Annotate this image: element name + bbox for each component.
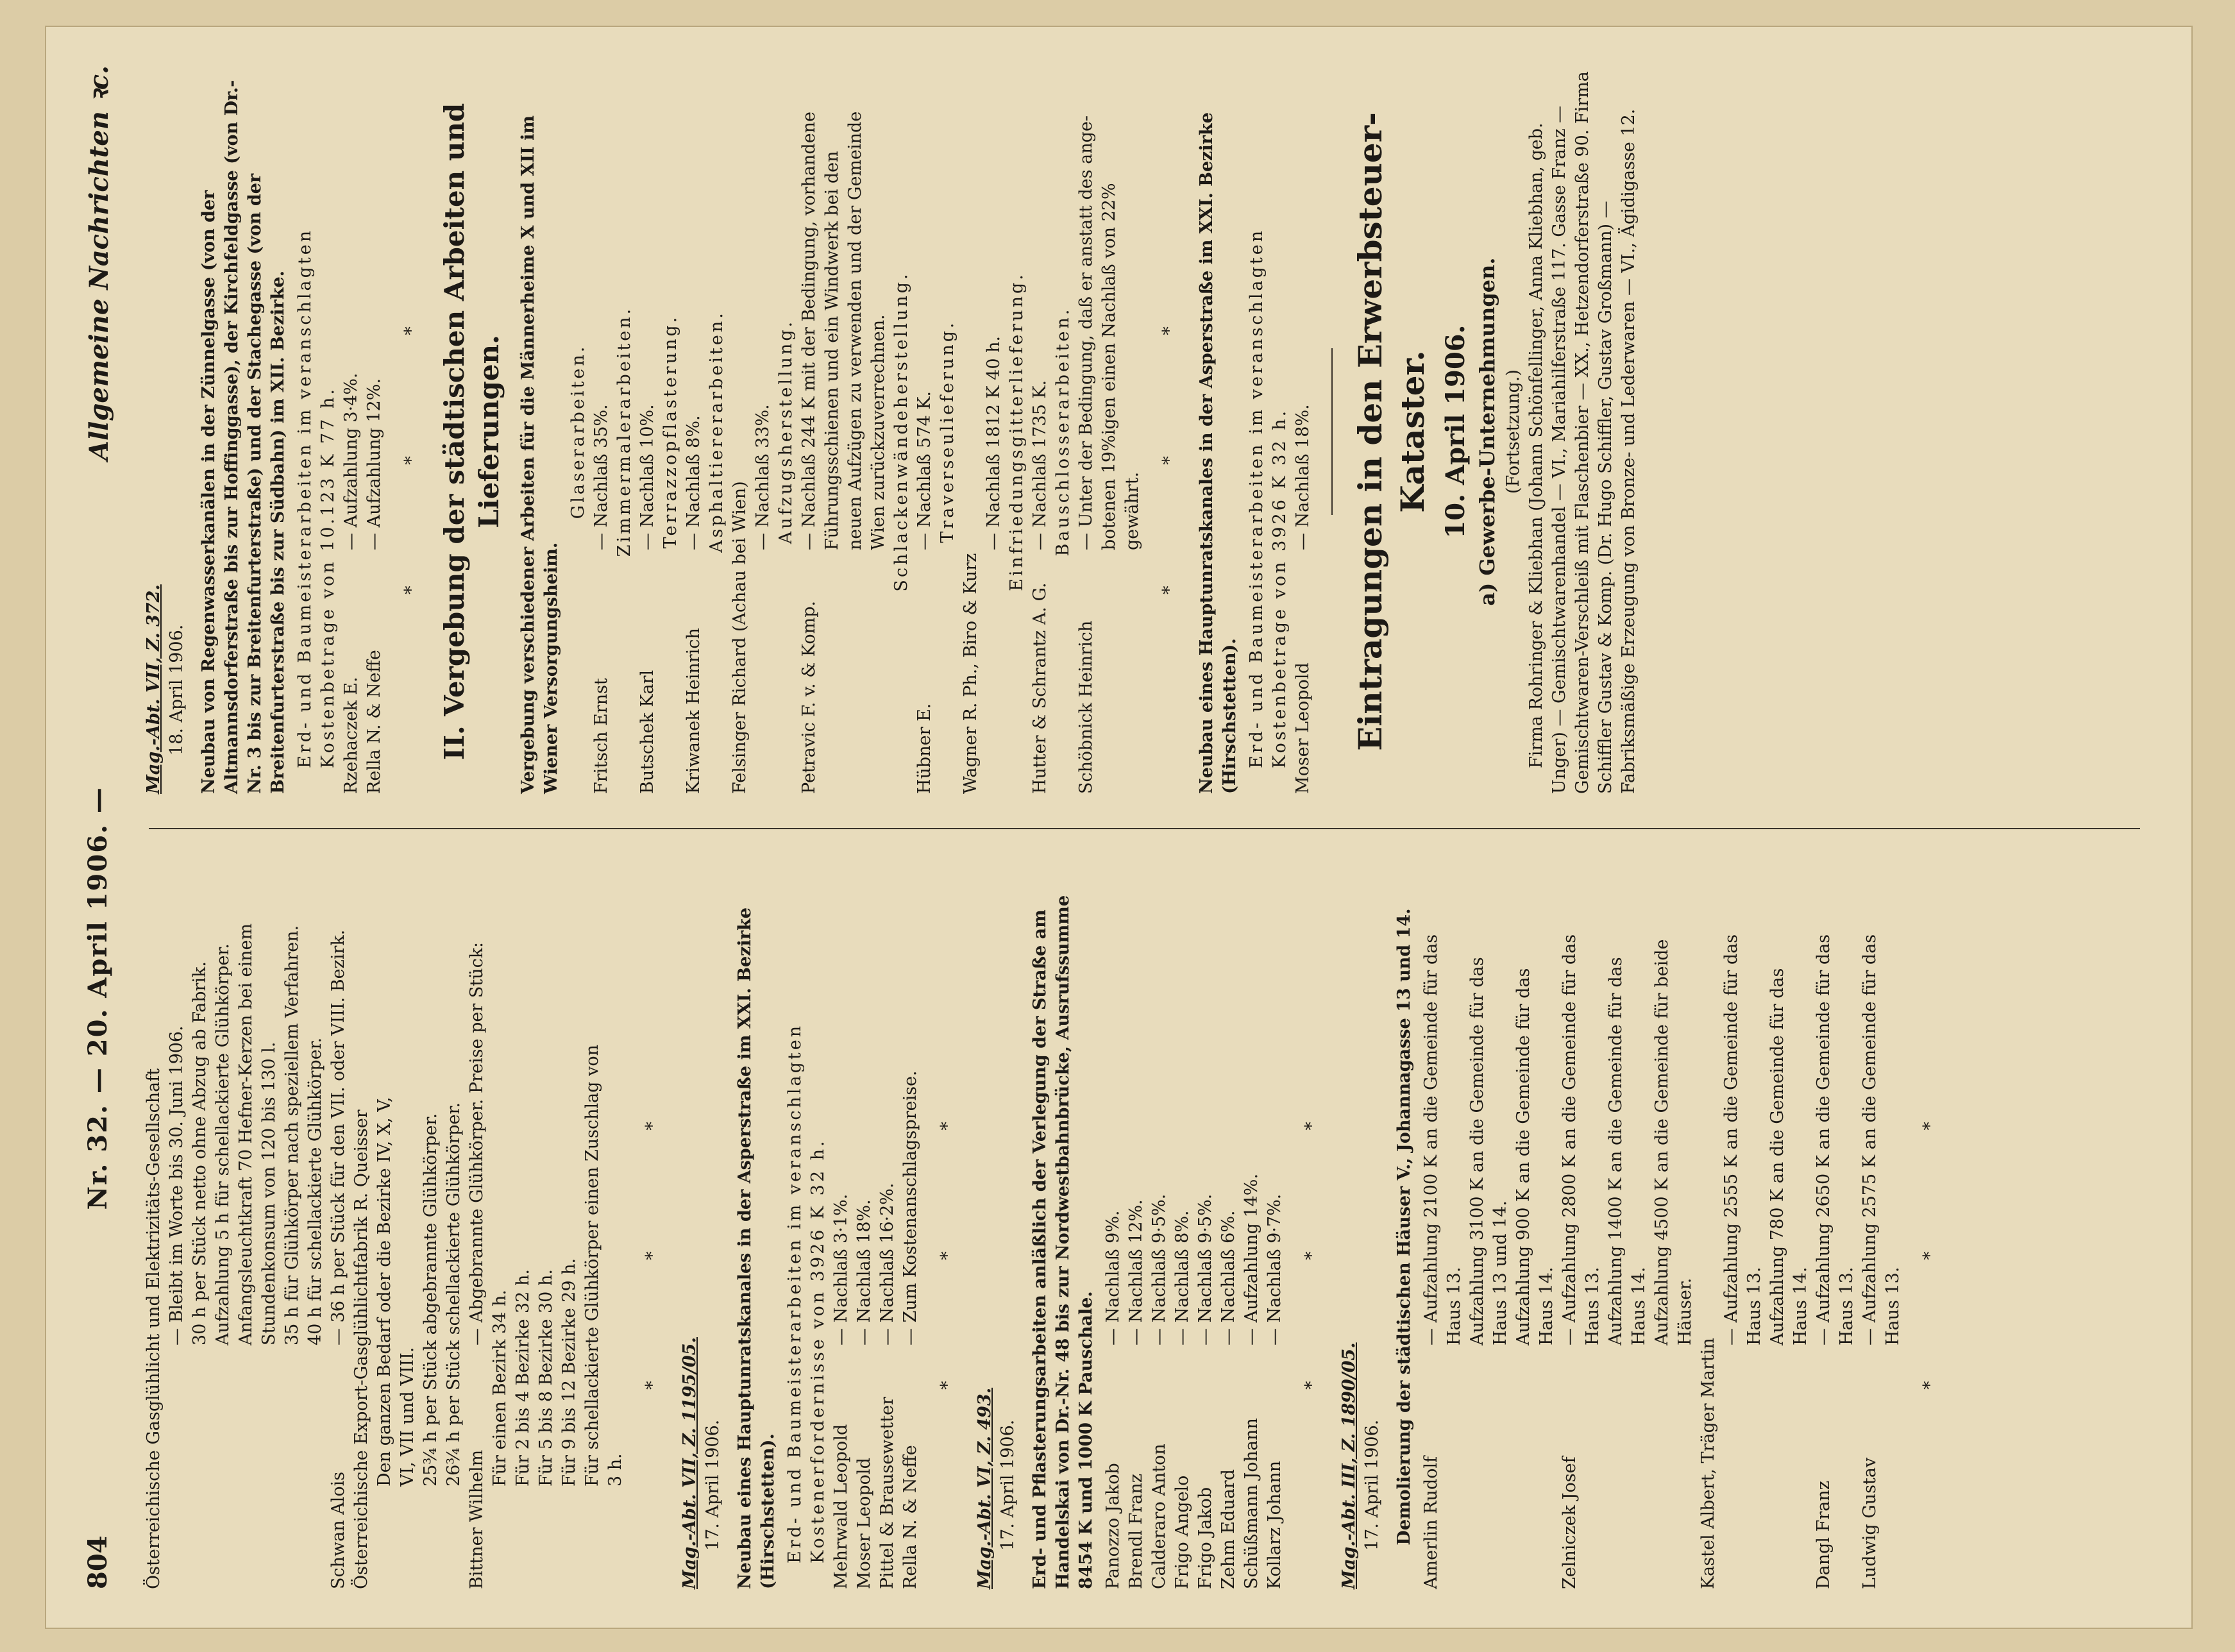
- bid-value: Haus 13 und 14.: [1490, 1201, 1510, 1345]
- bid-value: Häuser.: [1675, 1277, 1695, 1345]
- bid-row: [165, 864, 189, 1589]
- page-number: 804: [82, 1535, 113, 1589]
- bidder-name: Butschek Karl: [637, 670, 657, 794]
- bid-value: — Aufzahlung 2650 K an die Gemeinde für das: [1814, 934, 1834, 1345]
- bid-value: — Nachlaß 10%.: [637, 404, 657, 550]
- trade-heading: Zimmermalerarbeiten.: [614, 306, 634, 557]
- bidder-name: [212, 1345, 235, 1589]
- issue-line: Nr. 32. — 20. April 1906. —: [82, 786, 113, 1210]
- bid-value: Aufzahlung 3100 K an die Gemeinde für das: [1467, 957, 1487, 1345]
- contract-title: Erd- und Pflasterungsarbeiten anläßlich der Verlegung der Straße am Handelskai von Dr.-Nr. 48 bis zur Nordwestbahnbrücke, Ausrufssumme 8454 K und 1000 K Pauschale.: [1030, 895, 1096, 1589]
- bid-row: [682, 69, 705, 794]
- bid-row: [1697, 864, 1720, 1589]
- bid-value: — Nachlaß 18%.: [1293, 404, 1313, 550]
- running-title: Allgemeine Nachrichten ꝛc.: [83, 65, 114, 461]
- section-title: Eintragungen in den Erwerbsteuer-Kataster.: [1351, 112, 1431, 751]
- bid-value: 40 h für schellackierte Glühkörper.: [305, 1037, 325, 1345]
- bidder-name: Pittel & Brausewetter: [877, 1396, 897, 1589]
- bid-row: [1466, 864, 1489, 1589]
- bid-row: [1443, 864, 1466, 1589]
- bid-row: [1535, 864, 1558, 1589]
- bidder-name: Panozzo Jakob: [1103, 1463, 1123, 1589]
- bid-value: — Nachlaß 574 K.: [915, 391, 934, 550]
- work-heading: Erd- und Baumeisterarbeiten im veranschlagten Kostenbetrage von 10.123 K 77 h.: [295, 228, 338, 768]
- entry-date: 18. April 1906.: [167, 624, 187, 755]
- bid-value: — Bleibt im Worte bis 30. Juni 1906.: [167, 1025, 187, 1345]
- text-line: 25¾ h per Stück abgebrannte Glühkörper.: [421, 1113, 441, 1487]
- bidder-name: Hübner E.: [915, 703, 934, 794]
- bid-row: [189, 864, 212, 1589]
- bidder-name: Schwan Alois: [328, 1471, 348, 1589]
- price-line: Für 5 bis 8 Bezirke 30 h.: [536, 1269, 556, 1487]
- trades-list: [567, 69, 1144, 794]
- text-line: VI, VII und VIII.: [398, 1347, 417, 1487]
- bidder-name: [1098, 550, 1121, 794]
- bid-value: — Nachlaß 9·5%.: [1149, 1193, 1169, 1345]
- bid-row: [1121, 69, 1144, 794]
- bid-value: Aufzahlung 5 h für schellackierte Glühkörper.: [213, 943, 233, 1345]
- bid-value: Führungsschienen und ein Windwerk bei den: [822, 151, 842, 550]
- bid-row: [1605, 864, 1628, 1589]
- subsection-title: a) Gewerbe-Unternehmungen.: [1475, 257, 1499, 606]
- bids-table: [340, 69, 386, 794]
- bid-value: — Aufzahlung 3·4%.: [341, 373, 361, 550]
- bidder-offer: — 36 h per Stück für den VII. oder VIII. Bezirk.: [328, 929, 348, 1345]
- bidder-name: [1651, 1345, 1674, 1589]
- bid-value: — Aufzahlung 2100 K an die Gemeinde für das: [1421, 934, 1441, 1345]
- bid-row: [913, 69, 936, 794]
- bidder-name: [983, 550, 1006, 794]
- bid-value: Aufzahlung 4500 K an die Gemeinde für beide: [1652, 939, 1672, 1345]
- bidder-name: [1882, 1345, 1905, 1589]
- bid-row: [1743, 864, 1766, 1589]
- separator-stars: * * *: [1302, 1064, 1322, 1390]
- separator-stars: * * *: [401, 269, 421, 594]
- bidder-name: Wagner R. Ph., Biro & Kurz: [961, 553, 981, 794]
- bids-table: [1292, 69, 1315, 794]
- bid-value: Stundenkonsum von 120 bis 130 l.: [259, 1041, 279, 1345]
- bid-row: [1125, 864, 1148, 1589]
- divider-rule: [1331, 348, 1333, 515]
- bid-value: Haus 13.: [1444, 1267, 1464, 1345]
- bid-value: Anfangsleuchtkraft 70 Hefner-Kerzen bei einem: [236, 923, 256, 1345]
- bid-value: — Zum Kostenanschlagspreise.: [900, 1070, 920, 1345]
- bids-table: [1420, 864, 1905, 1589]
- bid-value: Wien zurückzuverrechnen.: [868, 314, 888, 550]
- bid-row: [1882, 864, 1905, 1589]
- bidder-name: Zehm Eduard: [1219, 1469, 1238, 1589]
- bid-value: 35 h für Glühkörper nach speziellem Verfahren.: [282, 925, 302, 1345]
- bidder-name: [1605, 1345, 1628, 1589]
- separator-stars: * * *: [1920, 1064, 1940, 1390]
- bidder-name: [1535, 1345, 1558, 1589]
- bidder-name: Amerlin Rudolf: [1421, 1456, 1441, 1589]
- bid-value: — Aufzahlung 14%.: [1242, 1173, 1261, 1345]
- bidder-name: [821, 550, 844, 794]
- bid-row: [1217, 864, 1240, 1589]
- separator-stars: * * *: [938, 1064, 957, 1390]
- bidder-name: Frigo Jakob: [1195, 1487, 1215, 1589]
- column-divider: [149, 828, 2140, 829]
- trade-heading: Asphaltiererarbeiten.: [707, 310, 727, 553]
- trade-heading: Einfriedungsgitterlieferung.: [1007, 272, 1027, 591]
- trade-heading: Aufzugsherstellung.: [776, 319, 796, 544]
- bid-row: [1263, 864, 1286, 1589]
- bid-row: [798, 69, 821, 794]
- bid-row: [1098, 69, 1121, 794]
- work-heading: Erd- und Baumeisterarbeiten im veranschlagten Kostenerfordernisse von 3926 K 32 h.: [785, 1023, 828, 1564]
- bid-value: Haus 14.: [1629, 1267, 1649, 1345]
- bidder-name: Kollarz Johann: [1265, 1460, 1285, 1589]
- bid-row: [1420, 864, 1443, 1589]
- bidder-name: [844, 550, 867, 794]
- oesterreich-entry: [142, 864, 327, 1589]
- bid-row: [1171, 864, 1194, 1589]
- bidder-name: [304, 1345, 327, 1589]
- bid-value: botenen 19%igen einen Nachlaß von 22%: [1099, 183, 1119, 550]
- bid-value: gewährt.: [1122, 471, 1142, 550]
- bid-value: — Nachlaß 1735 K.: [1030, 380, 1050, 550]
- bidder-name: [258, 1345, 281, 1589]
- reference-number: Mag.-Abt. III, Z. 1890/05.: [1339, 1342, 1359, 1589]
- bid-row: [281, 864, 304, 1589]
- bid-row: [340, 69, 363, 794]
- bid-value: Haus 13.: [1837, 1267, 1857, 1345]
- bidder-name: Ludwig Gustav: [1860, 1457, 1880, 1589]
- bidder-name: Kriwanek Heinrich: [684, 628, 704, 794]
- bidder-name: Calderaro Anton: [1149, 1444, 1169, 1589]
- price-line: 3 h.: [605, 1453, 625, 1487]
- bid-value: — Nachlaß 35%.: [591, 404, 611, 550]
- bid-value: — Aufzahlung 2575 K an die Gemeinde für das: [1860, 934, 1880, 1345]
- bid-value: — Nachlaß 16·2%.: [877, 1183, 897, 1345]
- bid-row: [1766, 864, 1789, 1589]
- bid-row: [1102, 864, 1125, 1589]
- bid-value: Haus 13.: [1883, 1267, 1903, 1345]
- bittner-price-list: [489, 864, 627, 1589]
- bid-value: 30 h per Stück netto ohne Abzug ab Fabrik.: [190, 961, 210, 1345]
- bidder-name: Moser Leopold: [1293, 662, 1313, 794]
- separator-stars: * * *: [643, 1064, 662, 1390]
- bidder-name: Rzehaczek E.: [341, 677, 361, 794]
- price-line: Für schellackierte Glühkörper einen Zuschlag von: [582, 1045, 602, 1487]
- bid-value: — Unter der Bedingung, daß er anstatt des ange-: [1076, 115, 1096, 550]
- bid-value: Haus 13.: [1583, 1267, 1603, 1345]
- bid-row: [1029, 69, 1052, 794]
- contract-title: Neubau eines Hauptunratskanales in der Asperstraße im XXI. Bezirke (Hirschstetten).: [735, 907, 778, 1589]
- bidder-name: [165, 1345, 189, 1589]
- bidder-name: [867, 550, 890, 794]
- bid-row: [1651, 864, 1674, 1589]
- bidder-name: [1489, 1345, 1512, 1589]
- bidder-name: Moser Leopold: [854, 1458, 874, 1589]
- trade-heading: Bauschlosserarbeiten.: [1053, 307, 1073, 557]
- bid-value: — Nachlaß 9·7%.: [1265, 1193, 1285, 1345]
- separator-stars: * * *: [1160, 269, 1179, 594]
- bid-value: Aufzahlung 1400 K an die Gemeinde für das: [1606, 957, 1626, 1345]
- section-date: 10. April 1906.: [1440, 324, 1471, 539]
- bid-row: [853, 864, 876, 1589]
- text-line: 26¾ h per Stück schellackierte Glühkörper.: [444, 1102, 464, 1487]
- bid-value: Haus 14.: [1791, 1267, 1810, 1345]
- scanned-page: [45, 26, 2193, 1629]
- bid-value: Aufzahlung 900 K an die Gemeinde für das: [1514, 968, 1533, 1345]
- trade-heading: Glaserarbeiten.: [568, 344, 588, 519]
- bid-row: [1240, 864, 1263, 1589]
- bid-row: [636, 69, 659, 794]
- bid-row: [844, 69, 867, 794]
- column-left: [142, 864, 2153, 1589]
- bidder-name: [1121, 550, 1144, 794]
- bid-row: [304, 864, 327, 1589]
- text-line: Österreichische Export-Gasglühlichtfabrik R. Queisser: [351, 1109, 371, 1589]
- bids-table: [1102, 864, 1286, 1589]
- bid-value: neuen Aufzügen zu verwenden und der Gemeinde: [845, 111, 865, 550]
- bid-row: [821, 69, 844, 794]
- column-right: [142, 69, 2153, 794]
- page-header: [72, 65, 123, 1589]
- bidder-name: Frigo Angelo: [1172, 1475, 1192, 1589]
- bid-row: [258, 864, 281, 1589]
- bidder-name: [1466, 1345, 1489, 1589]
- bid-value: [959, 69, 983, 550]
- bidder-offer: — Abgebrannte Glühkörper. Preise per Stück:: [467, 941, 487, 1345]
- bid-row: [590, 69, 613, 794]
- bidder-name: [752, 550, 775, 794]
- bid-row: [142, 864, 165, 1589]
- bid-row: [1512, 864, 1535, 1589]
- bid-row: [1194, 864, 1217, 1589]
- bid-value: — Nachlaß 9·5%.: [1195, 1193, 1215, 1345]
- trade-heading: Traverseulieferung.: [938, 320, 957, 543]
- trade-heading: Schlackenwändeherstellung.: [891, 271, 911, 592]
- bidder-name: Hutter & Schrantz A. G.: [1030, 582, 1050, 794]
- price-line: Für einen Bezirk 34 h.: [490, 1289, 510, 1487]
- bid-value: — Aufzahlung 12%.: [364, 378, 384, 550]
- reference-number: Mag.-Abt. VII, Z. 1195/05.: [680, 1337, 700, 1589]
- bidder-name: Schöbnick Heinrich: [1076, 620, 1096, 794]
- bid-value: [1697, 864, 1720, 1345]
- bid-row: [1489, 864, 1512, 1589]
- bidder-name: Schüßmann Johann: [1242, 1418, 1261, 1589]
- bidder-name: [235, 1345, 258, 1589]
- bid-row: [983, 69, 1006, 794]
- bid-row: [1581, 864, 1605, 1589]
- bittner-entry: [466, 864, 627, 1589]
- bid-row: [729, 69, 752, 794]
- bidder-name: [1443, 1345, 1466, 1589]
- bidder-name: Fritsch Ernst: [591, 678, 611, 794]
- bidder-name: [1674, 1345, 1697, 1589]
- bidder-name: Petravic F. v. & Komp.: [799, 600, 819, 794]
- bid-value: — Nachlaß 18%.: [854, 1199, 874, 1345]
- bid-value: — Nachlaß 8%.: [1172, 1210, 1192, 1345]
- bidder-name: [1789, 1345, 1812, 1589]
- price-line: Für 2 bis 4 Bezirke 32 h.: [513, 1269, 533, 1487]
- bid-value: [142, 864, 165, 1345]
- bid-value: — Nachlaß 12%.: [1126, 1199, 1146, 1345]
- bid-row: [1789, 864, 1812, 1589]
- bid-value: — Nachlaß 8%.: [684, 415, 704, 550]
- entry-date: 17. April 1906.: [998, 1419, 1018, 1551]
- bid-row: [1720, 864, 1743, 1589]
- bidder-name: Österreichische Gasglühlicht und Elektrizitäts-Gesellschaft: [144, 1068, 164, 1589]
- entry-date: 17. April 1906.: [703, 1419, 723, 1551]
- schwan-entry: [327, 864, 350, 1589]
- continued-note: (Fortsetzung.): [1503, 369, 1523, 494]
- bidder-name: Dangl Franz: [1814, 1481, 1834, 1589]
- reference-number: Mag.-Abt. VII, Z. 372.: [144, 584, 164, 794]
- work-heading: Erd- und Baumeisterarbeiten im veranschlagten Kostenbetrage von 3926 K 32 h.: [1247, 228, 1290, 768]
- bid-row: [1558, 864, 1581, 1589]
- entry-date: 17. April 1906.: [1362, 1419, 1382, 1551]
- bidder-name: Rella N. & Neffe: [364, 650, 384, 794]
- bidder-name: [1835, 1345, 1859, 1589]
- bidder-name: [1743, 1345, 1766, 1589]
- bid-row: [867, 69, 890, 794]
- section-heading: II. Vergebung der städtischen Arbeiten und Lieferungen.: [439, 103, 505, 761]
- bid-row: [752, 69, 775, 794]
- reference-number: Mag.-Abt. VI, Z. 493.: [975, 1387, 995, 1589]
- firm-entries: Firma Rohringer & Kliebhan (Johann Schönfellinger, Anna Kliebhan, geb. Unger) — Gemischtwarenhandel — VI., Mariahilferstraße 117. Gasse Franz — Gemischtwaren-Verschleiß mit Flaschenbier — XX., Hetzendorferstraße 90. Firma Schiffler Gustav & Komp. (Dr. Hugo Schiffler, Gustav Großmann) — Fabriksmäßige Erzeugung von Bronze- und Lederwaren — VI., Ägidigasse 12.: [1526, 71, 1639, 794]
- bidder-name: Brendl Franz: [1126, 1474, 1146, 1589]
- bid-value: [729, 69, 752, 550]
- bid-row: [876, 864, 899, 1589]
- bid-value: Haus 14.: [1537, 1267, 1556, 1345]
- bidder-name: [1512, 1345, 1535, 1589]
- bids-table: [830, 864, 922, 1589]
- bid-value: — Nachlaß 1812 K 40 h.: [984, 335, 1004, 550]
- bidder-name: [1628, 1345, 1651, 1589]
- text-line: Den ganzen Bedarf oder die Bezirke IV, X, V,: [375, 1097, 394, 1487]
- bidder-name: [189, 1345, 212, 1589]
- bid-value: — Aufzahlung 2800 K an die Gemeinde für das: [1560, 934, 1580, 1345]
- export-gas-entry: [350, 864, 466, 1589]
- bidder-name: [1766, 1345, 1789, 1589]
- bidder-name: Bittner Wilhelm: [467, 1449, 487, 1589]
- bid-row: [1674, 864, 1697, 1589]
- bid-row: [1835, 864, 1859, 1589]
- bid-value: — Nachlaß 33%.: [753, 404, 773, 550]
- bid-value: — Nachlaß 6%.: [1219, 1210, 1238, 1345]
- price-line: Für 9 bis 12 Bezirke 29 h.: [559, 1258, 579, 1487]
- bid-row: [1292, 69, 1315, 794]
- bid-row: [830, 864, 853, 1589]
- bid-row: [1859, 864, 1882, 1589]
- bid-value: Aufzahlung 780 K an die Gemeinde für das: [1767, 968, 1787, 1345]
- bid-row: [212, 864, 235, 1589]
- bid-row: [1812, 864, 1835, 1589]
- bidder-name: Felsinger Richard (Achau bei Wien): [730, 481, 750, 794]
- bidder-name: Mehrwald Leopold: [831, 1424, 851, 1589]
- trade-heading: Terrazzopflasterung.: [661, 314, 680, 549]
- bid-row: [899, 864, 922, 1589]
- bid-value: — Nachlaß 9%.: [1103, 1210, 1123, 1345]
- contract-title: Demolierung der städtischen Häuser V., Johannagasse 13 und 14.: [1394, 908, 1414, 1546]
- bid-row: [363, 69, 386, 794]
- bid-value: — Nachlaß 3·1%.: [831, 1193, 851, 1345]
- bid-value: Haus 13.: [1744, 1267, 1764, 1345]
- bid-row: [959, 69, 983, 794]
- bid-value: — Aufzahlung 2555 K an die Gemeinde für das: [1721, 934, 1741, 1345]
- contract-title: Vergebung verschiedener Arbeiten für die Männerheime X und XII im Wiener Versorgungsheim.: [518, 115, 561, 794]
- bidder-name: Kastel Albert, Träger Martin: [1698, 1338, 1718, 1589]
- contract-title: Neubau eines Hauptunratskanales in der Asperstraße im XXI. Bezirke (Hirschstetten).: [1197, 112, 1240, 794]
- rotated-sheet: [46, 27, 2191, 1628]
- bidder-name: Zelniczek Josef: [1560, 1456, 1580, 1589]
- bid-row: [1628, 864, 1651, 1589]
- bidder-name: Rella N. & Neffe: [900, 1445, 920, 1589]
- bid-row: [235, 864, 258, 1589]
- bid-row: [1148, 864, 1171, 1589]
- bid-value: — Nachlaß 244 K mit der Bedingung, vorhandene: [799, 111, 819, 550]
- bidder-name: [1720, 1345, 1743, 1589]
- bidder-name: [1581, 1345, 1605, 1589]
- contract-title: Neubau von Regenwasserkanälen in der Zünnelgasse (von der Altmannsdorferstraße bis zur Hoffinggasse), der Kirchfeldgasse (von Dr.-Nr. 3 bis zur Breitenfurterstraße) und der Stachegasse (von der Breitenfurterstraße bis zur Südbahn) im XII. Bezirke.: [199, 80, 288, 794]
- bid-row: [1075, 69, 1098, 794]
- bidder-name: [281, 1345, 304, 1589]
